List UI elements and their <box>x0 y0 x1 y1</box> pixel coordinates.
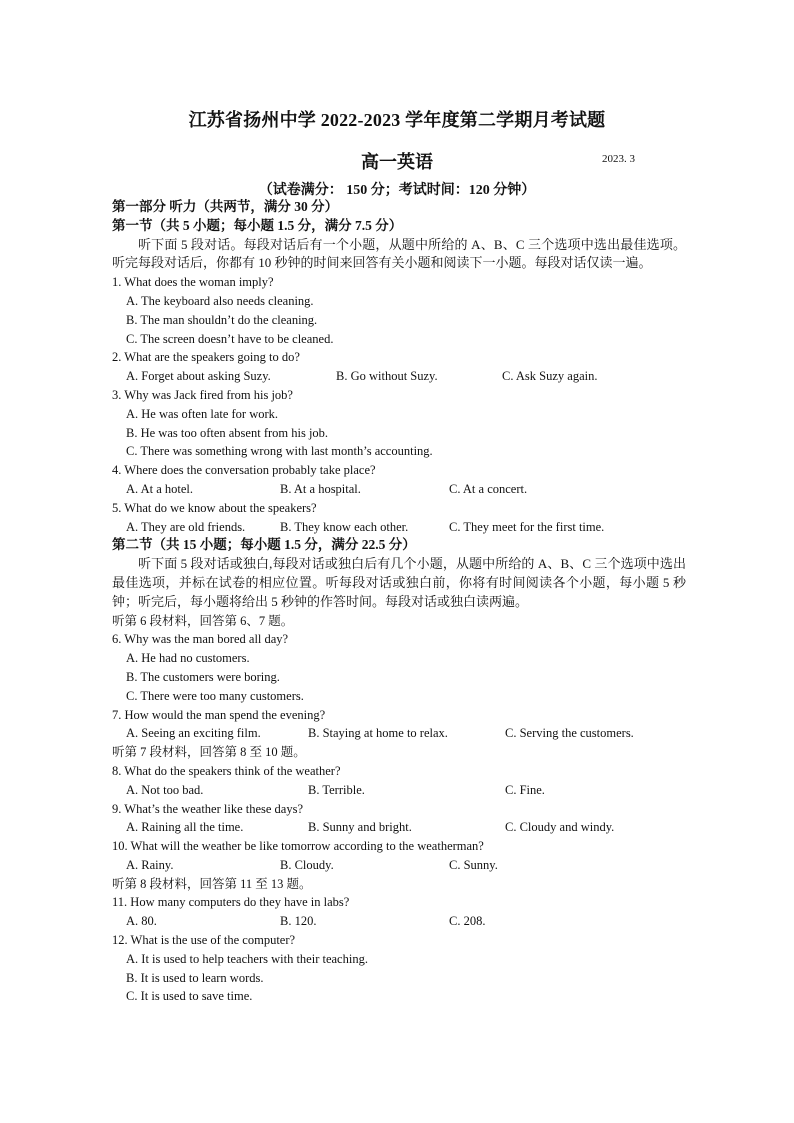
question-5-option-c: C. They meet for the first time. <box>449 519 605 534</box>
question-7-stem: 7. How would the man spend the evening? <box>112 707 326 722</box>
exam-content <box>112 198 686 1006</box>
question-5-option-a: A. They are old friends. <box>126 519 246 534</box>
material-7-note: 听第 7 段材料，回答第 8 至 10 题。 <box>112 745 306 760</box>
material-6-note: 听第 6 段材料，回答第 6、7 题。 <box>112 613 294 628</box>
question-1-option-b: B. The man shouldn’t do the cleaning. <box>126 312 318 327</box>
question-10-stem: 10. What will the weather be like tomorrow according to the weatherman? <box>112 839 484 854</box>
part1-heading: 第一部分 听力（共两节，满分 30 分） <box>112 199 339 214</box>
question-7-option-a: A. Seeing an exciting film. <box>126 726 261 741</box>
question-12-option-c: C. It is used to save time. <box>126 989 253 1004</box>
question-11-option-c: C. 208. <box>449 914 486 929</box>
question-8-option-c: C. Fine. <box>505 782 545 797</box>
question-4-option-a: A. At a hotel. <box>126 481 194 496</box>
question-8-option-b: B. Terrible. <box>308 782 365 797</box>
question-1-option-a: A. The keyboard also needs cleaning. <box>126 293 314 308</box>
section2-instructions: 听下面 5 段对话或独白,每段对话或独白后有几个小题，从题中所给的 A、B、C 三个选项中选出最佳选项，并标在试卷的相应位置。听每段对话或独白前，你将有时间阅读各个小题，每小题 5 秒钟；听完后，每小题将给出 5 秒钟的作答时间。每段对话或独白读两遍。 <box>112 556 686 609</box>
question-10-option-a: A. Rainy. <box>126 857 174 872</box>
question-2-option-c: C. Ask Suzy again. <box>502 369 598 384</box>
question-12-option-a: A. It is used to help teachers with their teaching. <box>126 951 368 966</box>
question-9-option-a: A. Raining all the time. <box>126 820 244 835</box>
question-4-option-b: B. At a hospital. <box>280 481 361 496</box>
material-8-note: 听第 8 段材料，回答第 11 至 13 题。 <box>112 876 312 891</box>
question-11-options <box>112 912 686 931</box>
question-4-option-c: C. At a concert. <box>449 481 528 496</box>
question-11-stem: 11. How many computers do they have in labs? <box>112 895 350 910</box>
question-6-option-a: A. He had no customers. <box>126 651 250 666</box>
question-4-stem: 4. Where does the conversation probably take place? <box>112 463 376 478</box>
question-9-option-b: B. Sunny and bright. <box>308 820 412 835</box>
question-6-stem: 6. Why was the man bored all day? <box>112 632 289 647</box>
question-9-stem: 9. What’s the weather like these days? <box>112 801 304 816</box>
question-8-stem: 8. What do the speakers think of the weather? <box>112 763 341 778</box>
question-6-option-b: B. The customers were boring. <box>126 669 280 684</box>
question-10-option-b: B. Cloudy. <box>280 857 334 872</box>
question-5-option-b: B. They know each other. <box>280 519 409 534</box>
question-10-options <box>112 856 686 875</box>
question-8-options <box>112 781 686 800</box>
section1-heading: 第一节（共 5 小题；每小题 1.5 分，满分 7.5 分） <box>112 217 403 233</box>
question-10-option-c: C. Sunny. <box>449 857 498 872</box>
exam-title: 江苏省扬州中学 2022-2023 学年度第二学期月考试题 <box>188 110 606 130</box>
question-7-option-b: B. Staying at home to relax. <box>308 726 448 741</box>
question-4-options <box>112 480 686 499</box>
question-3-stem: 3. Why was Jack fired from his job? <box>112 387 293 402</box>
question-9-options <box>112 818 686 837</box>
section2-heading: 第二节（共 15 小题；每小题 1.5 分，满分 22.5 分） <box>112 537 416 553</box>
question-7-option-c: C. Serving the customers. <box>505 726 634 741</box>
question-1-option-c: C. The screen doesn’t have to be cleaned. <box>126 331 334 346</box>
question-2-option-b: B. Go without Suzy. <box>336 369 438 384</box>
question-2-options <box>112 367 686 386</box>
question-11-option-b: B. 120. <box>280 914 317 929</box>
question-3-option-b: B. He was too often absent from his job. <box>126 425 329 440</box>
question-1-stem: 1. What does the woman imply? <box>112 275 274 290</box>
exam-date: 2023. 3 <box>602 153 635 165</box>
question-3-option-c: C. There was something wrong with last month’s accounting. <box>126 444 433 459</box>
question-2-option-a: A. Forget about asking Suzy. <box>126 369 271 384</box>
question-6-option-c: C. There were too many customers. <box>126 688 304 703</box>
section1-instructions: 听下面 5 段对话。每段对话后有一个小题，从题中所给的 A、B、C 三个选项中选出最佳选项。听完每段对话后，你都有 10 秒钟的时间来回答有关小题和阅读下一小题。每段对话仅读一遍。 <box>112 236 686 271</box>
question-12-stem: 12. What is the use of the computer? <box>112 933 296 948</box>
question-11-option-a: A. 80. <box>126 914 157 929</box>
question-7-options <box>112 724 686 743</box>
question-3-option-a: A. He was often late for work. <box>126 406 279 421</box>
question-9-option-c: C. Cloudy and windy. <box>505 820 615 835</box>
exam-subject: 高一英语 <box>361 152 433 172</box>
question-5-options <box>112 518 686 537</box>
question-12-option-b: B. It is used to learn words. <box>126 970 264 985</box>
question-8-option-a: A. Not too bad. <box>126 782 204 797</box>
exam-info: （试卷满分： 150 分；考试时间：120 分钟） <box>258 183 536 198</box>
question-5-stem: 5. What do we know about the speakers? <box>112 500 317 515</box>
question-2-stem: 2. What are the speakers going to do? <box>112 350 300 365</box>
